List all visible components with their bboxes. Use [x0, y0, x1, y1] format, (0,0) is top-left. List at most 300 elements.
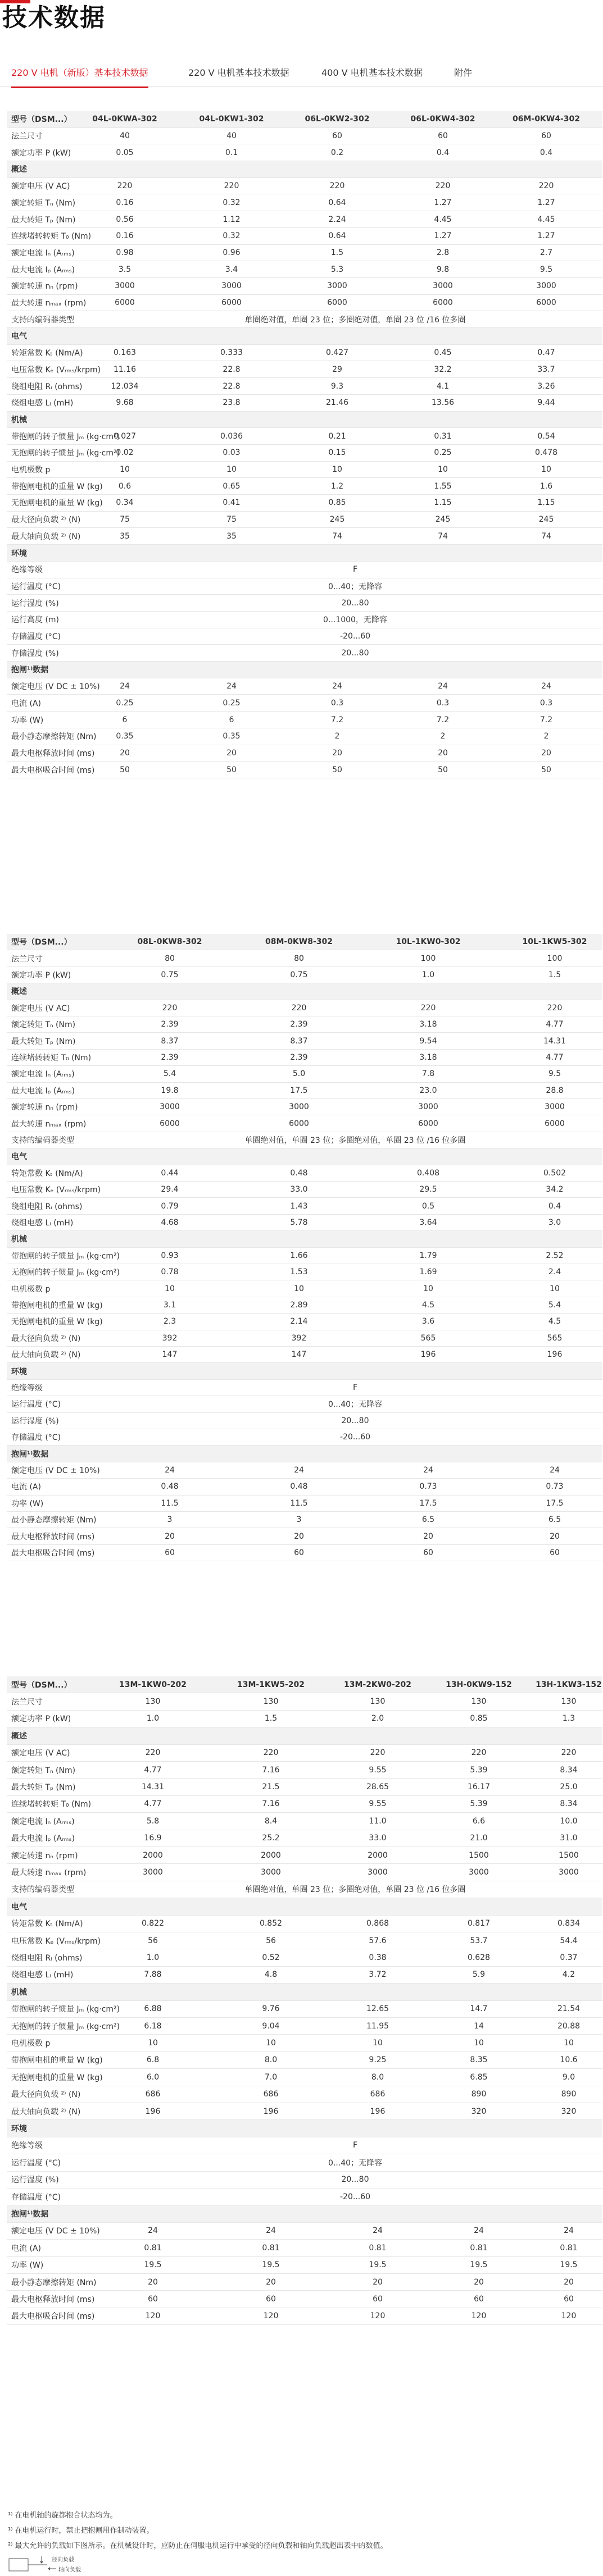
- row-label: 运行湿度 (%): [11, 1416, 59, 1426]
- row-label: 机械: [11, 1987, 27, 1997]
- table-cell: 21.54: [557, 2004, 581, 2014]
- row-label: 环境: [11, 2124, 27, 2134]
- table-cell: 24: [266, 2226, 276, 2236]
- table-cell: 0.93: [161, 1251, 179, 1260]
- table-row: [7, 1745, 602, 1762]
- row-label: 无抱闸电机的重量 W (kg): [11, 499, 103, 508]
- table-cell: 10: [423, 1284, 433, 1293]
- table-cell: 6000: [289, 1119, 309, 1128]
- table-cell: 6: [229, 715, 234, 724]
- table-cell: 6.6: [472, 1816, 486, 1826]
- row-label: 额定转矩 Tₙ (Nm): [11, 1020, 76, 1030]
- footnotes: [8, 2508, 592, 2554]
- table-cell: 1.55: [434, 481, 452, 491]
- row-label: 转矩常数 Kₜ (Nm/A): [11, 1169, 83, 1178]
- table-cell: 8.35: [470, 2055, 488, 2065]
- table-row: [7, 1479, 602, 1495]
- table-cell: 60: [294, 1548, 304, 1557]
- table-cell: 8.37: [290, 1036, 308, 1046]
- row-label: 最大电枢吸合时间 (ms): [11, 765, 95, 775]
- table-cell: 4.45: [537, 215, 555, 224]
- table-cell: 2.89: [290, 1300, 308, 1310]
- table-cell: 6.5: [548, 1515, 561, 1525]
- table-row: [7, 1462, 602, 1479]
- table-cell: 7.2: [539, 715, 553, 724]
- model-column-header: 10L-1KW5-302: [522, 937, 587, 947]
- model-column-header: 13M-2KW0-202: [343, 1680, 412, 1689]
- spanning-cell: 0...40；无降容: [328, 2158, 383, 2168]
- table-row: [7, 478, 602, 495]
- table-cell: 0.817: [467, 1919, 491, 1928]
- model-column-header: 06L-0KW4-302: [410, 115, 475, 124]
- table-cell: 0.64: [328, 198, 346, 207]
- tab-220v[interactable]: 220 V 电机基本技术数据: [188, 67, 289, 78]
- radial-load-label: 径向负载: [52, 2557, 74, 2563]
- table-cell: 11.95: [366, 2021, 389, 2031]
- row-label: 绕组电阻 Rᵢ (ohms): [11, 1202, 83, 1211]
- row-label: 概述: [11, 1731, 27, 1741]
- table-cell: 50: [541, 765, 551, 774]
- table-row: [7, 1165, 602, 1182]
- table-row: [7, 967, 602, 983]
- table-cell: 2: [543, 732, 549, 741]
- table-cell: 6000: [160, 1119, 180, 1128]
- spanning-cell: -20...60: [339, 1433, 371, 1442]
- table-cell: 60: [474, 2295, 484, 2304]
- row-label: 环境: [11, 549, 27, 558]
- table-cell: 3000: [221, 281, 242, 291]
- table-cell: 0.834: [557, 1919, 581, 1928]
- table-cell: 3.72: [369, 1970, 387, 1980]
- table-cell: 2.0: [371, 1714, 384, 1724]
- row-label: 额定电压 (V AC): [11, 1749, 70, 1758]
- table-cell: 24: [294, 1465, 304, 1475]
- section-header-row: [7, 1898, 602, 1915]
- table-cell: 0.79: [161, 1201, 179, 1211]
- spanning-cell: 0...1000，无降容: [323, 615, 387, 625]
- table-row: [7, 1330, 602, 1347]
- table-cell: 0.15: [328, 448, 346, 458]
- table-cell: 0.78: [161, 1268, 179, 1277]
- table-cell: 1.12: [223, 215, 241, 224]
- table-cell: 29: [332, 364, 342, 374]
- table-cell: 74: [438, 531, 448, 541]
- table-cell: 0.52: [262, 1953, 280, 1963]
- table-cell: 20: [541, 748, 551, 758]
- table-cell: 0.4: [539, 148, 553, 157]
- table-row: [7, 2035, 602, 2051]
- table-cell: 24: [373, 2226, 383, 2236]
- model-column-header: 13M-1KW5-202: [237, 1680, 305, 1689]
- table-cell: 6.8: [146, 2055, 160, 2065]
- model-column-header: 06M-0KW4-302: [512, 115, 581, 124]
- table-cell: 3000: [469, 1868, 489, 1877]
- table-cell: 54.4: [560, 1936, 578, 1945]
- table-row: [7, 2018, 602, 2035]
- row-label: 无抱闸的转子惯量 Jₘ (kg·cm²): [11, 2022, 120, 2031]
- table-cell: 21.0: [470, 1834, 488, 1843]
- table-cell: 20: [226, 748, 237, 758]
- table-row: [7, 728, 602, 745]
- table-row: [7, 495, 602, 512]
- table-cell: 1.53: [290, 1268, 308, 1277]
- table-cell: 5.39: [470, 1799, 488, 1809]
- row-label: 抱闸¹⁾数据: [11, 665, 49, 675]
- table-row: [7, 2240, 602, 2256]
- table-cell: 6000: [433, 298, 453, 308]
- table-cell: 6.5: [421, 1515, 435, 1525]
- table-cell: 0.3: [330, 698, 344, 708]
- table-cell: 196: [547, 1350, 563, 1360]
- tab-220v-new[interactable]: 220 V 电机（新版）基本技术数据: [11, 62, 148, 88]
- table-row: [7, 2001, 602, 2018]
- table-row: [7, 2052, 602, 2069]
- table-cell: 3000: [289, 1102, 309, 1112]
- table-cell: 17.5: [290, 1086, 308, 1095]
- table-cell: 1.27: [434, 198, 452, 207]
- table-cell: 24: [423, 1465, 433, 1475]
- table-cell: 21.5: [262, 1782, 280, 1792]
- row-label: 连续堵转转矩 T₀ (Nm): [11, 1800, 92, 1809]
- table-cell: 60: [148, 2295, 158, 2304]
- tab-accessories[interactable]: 附件: [454, 67, 473, 78]
- table-cell: 0.1: [225, 148, 238, 157]
- table-row: [7, 1496, 602, 1512]
- spanning-cell: F: [352, 2141, 358, 2150]
- table-row: [7, 2137, 602, 2154]
- table-cell: 320: [471, 2107, 487, 2116]
- table-cell: 147: [291, 1350, 307, 1360]
- table-row: [7, 278, 602, 295]
- table-row: [7, 578, 602, 595]
- row-label: 电机极数 p: [11, 2039, 51, 2049]
- table-cell: 10: [550, 1284, 560, 1293]
- table-cell: 4.77: [144, 1799, 162, 1809]
- table-cell: 4.77: [144, 1765, 162, 1775]
- table-cell: 2000: [143, 1850, 163, 1860]
- spanning-cell: F: [352, 1383, 358, 1392]
- table-cell: 10: [564, 2039, 574, 2048]
- row-label: 额定电压 (V DC ± 10%): [11, 1466, 100, 1475]
- table-cell: 392: [162, 1333, 178, 1343]
- table-cell: 6000: [115, 298, 135, 308]
- table-cell: 9.25: [369, 2055, 387, 2065]
- table-cell: 890: [561, 2090, 577, 2099]
- row-label: 最大轴向负载 ²⁾ (N): [11, 2107, 81, 2117]
- table-cell: 57.6: [369, 1936, 387, 1945]
- spanning-cell: 0...40；无降容: [328, 1400, 383, 1410]
- row-label: 转矩常数 Kₜ (Nm/A): [11, 1920, 83, 1929]
- table-cell: 24: [474, 2226, 484, 2236]
- row-label: 运行温度 (°C): [11, 2158, 61, 2168]
- row-label: 额定电流 Iₙ (Aᵣₘₛ): [11, 1817, 75, 1826]
- spanning-cell: 20...80: [341, 598, 369, 608]
- table-cell: 9.5: [548, 1069, 561, 1079]
- row-label: 无抱闸的转子惯量 Jₘ (kg·cm²): [11, 1268, 120, 1278]
- table-cell: 50: [438, 765, 448, 774]
- row-label: 额定功率 P (kW): [11, 148, 71, 158]
- row-label: 绕组电阻 Rᵢ (ohms): [11, 382, 83, 391]
- table-row: [7, 462, 602, 478]
- table-row: [7, 144, 602, 161]
- table-cell: 75: [226, 515, 237, 525]
- table-cell: 3.6: [421, 1317, 435, 1326]
- section-header-row: [7, 983, 602, 1000]
- table-cell: 1.79: [419, 1251, 437, 1260]
- row-label: 绕组电感 Lᵢ (mH): [11, 1971, 74, 1980]
- spanning-cell: F: [352, 565, 358, 575]
- table-cell: 0.54: [537, 431, 555, 441]
- table-row: [7, 1528, 602, 1544]
- row-label: 最大转矩 Tₚ (Nm): [11, 215, 76, 225]
- table-cell: 6000: [327, 298, 347, 308]
- table-cell: 3.4: [225, 265, 238, 274]
- table-cell: 13.56: [431, 398, 455, 408]
- table-row: [7, 1813, 602, 1830]
- table-cell: 53.7: [470, 1936, 488, 1945]
- table-cell: 220: [291, 1003, 307, 1013]
- table-row: [7, 395, 602, 412]
- table-cell: 20: [266, 2277, 276, 2287]
- table-cell: 2.39: [161, 1052, 179, 1062]
- table-row: [7, 445, 602, 462]
- table-cell: 0.81: [144, 2243, 162, 2253]
- row-label: 机械: [11, 1235, 27, 1244]
- row-label: 绝缘等级: [11, 1383, 43, 1393]
- section-header-row: [7, 662, 602, 678]
- table-cell: 0.408: [416, 1168, 440, 1178]
- row-label: 转矩常数 Kₜ (Nm/A): [11, 349, 83, 358]
- row-label: 最大轴向负载 ²⁾ (N): [11, 532, 81, 541]
- row-label: 支持的编码器类型: [11, 1885, 74, 1895]
- table-cell: 0.81: [262, 2243, 280, 2253]
- table-cell: 0.4: [548, 1201, 561, 1211]
- table-row: [7, 2274, 602, 2291]
- table-cell: 220: [162, 1003, 178, 1013]
- table-cell: 17.5: [419, 1498, 437, 1508]
- table-row: [7, 311, 602, 328]
- table-cell: 29.5: [419, 1185, 437, 1194]
- table-cell: 220: [329, 181, 345, 191]
- page-title: 技术数据: [2, 3, 106, 32]
- model-column-header: 13M-1KW0-202: [119, 1680, 187, 1689]
- table-cell: 0.44: [161, 1168, 179, 1178]
- table-cell: 3.18: [419, 1020, 437, 1029]
- table-cell: 0.03: [223, 448, 241, 458]
- table-cell: 1.3: [562, 1714, 575, 1724]
- table-row: [7, 1967, 602, 1984]
- table-row: [7, 950, 602, 966]
- table-cell: 196: [263, 2107, 279, 2116]
- table-cell: 100: [420, 954, 436, 963]
- table-cell: 7.8: [421, 1069, 435, 1079]
- table-row: [7, 745, 602, 762]
- table-cell: 1.43: [290, 1201, 308, 1211]
- row-label: 功率 (W): [11, 715, 44, 725]
- model-column-header: 13H-1KW3-152: [536, 1680, 602, 1689]
- table-cell: 1.6: [539, 481, 553, 491]
- table-cell: 23.0: [419, 1086, 437, 1095]
- table-cell: 5.4: [548, 1300, 561, 1310]
- row-label: 无抱闸电机的重量 W (kg): [11, 1317, 103, 1327]
- row-label: 连续堵转转矩 T₀ (Nm): [11, 1053, 92, 1063]
- table-cell: 20: [165, 1531, 175, 1541]
- table-cell: 2.4: [548, 1268, 561, 1277]
- tab-bar: [0, 62, 603, 87]
- section-header-row: [7, 545, 602, 562]
- table-cell: 7.88: [144, 1970, 162, 1980]
- table-cell: 6: [122, 715, 128, 724]
- table-cell: 220: [471, 1748, 487, 1758]
- table-cell: 14: [474, 2021, 484, 2031]
- table-row: [7, 2189, 602, 2205]
- table-row: [7, 2308, 602, 2325]
- table-cell: 1.0: [146, 1714, 160, 1724]
- spanning-cell: -20...60: [339, 632, 371, 641]
- table-row: [7, 1779, 602, 1795]
- row-label: 最大电枢释放时间 (ms): [11, 2295, 95, 2305]
- row-label: 绕组电感 Lᵢ (mH): [11, 399, 74, 408]
- row-label: 运行湿度 (%): [11, 599, 59, 608]
- row-label: 最小静态摩擦转矩 (Nm): [11, 732, 97, 742]
- table-row: [7, 2154, 602, 2171]
- table-cell: 16.9: [144, 1834, 162, 1843]
- table-cell: 33.7: [537, 364, 555, 374]
- row-label: 运行湿度 (%): [11, 2176, 59, 2185]
- table-row: [7, 1248, 602, 1264]
- table-row: [7, 2069, 602, 2086]
- table-cell: 130: [145, 1697, 161, 1707]
- model-column-header: 04L-0KWA-302: [92, 115, 157, 124]
- row-label: 运行温度 (°C): [11, 582, 61, 591]
- table-row: [7, 211, 602, 228]
- row-label: 带抱闸的转子惯量 Jₘ (kg·cm²): [11, 2005, 120, 2014]
- footnote: ¹⁾ 在电机运行时，禁止把抱闸用作制动装置。: [8, 2527, 154, 2535]
- table-row: [7, 1280, 602, 1297]
- table-cell: 50: [120, 765, 130, 774]
- table-cell: 220: [538, 181, 554, 191]
- table-cell: 19.5: [470, 2260, 488, 2270]
- table-cell: 220: [224, 181, 239, 191]
- table-row: [7, 1512, 602, 1528]
- table-cell: 3000: [545, 1102, 565, 1112]
- table-cell: 0.478: [534, 448, 558, 458]
- row-label: 型号（DSM...）: [11, 938, 72, 947]
- table-cell: 0.85: [328, 498, 346, 508]
- table-cell: 8.37: [161, 1036, 179, 1046]
- table-row: [7, 1545, 602, 1561]
- table-cell: 10: [148, 2039, 158, 2048]
- table-row: [7, 1000, 602, 1016]
- table-cell: 29.4: [161, 1185, 179, 1194]
- table-cell: 20: [564, 2277, 574, 2287]
- table-cell: 220: [435, 181, 451, 191]
- table-cell: 3000: [536, 281, 556, 291]
- table-cell: 56: [148, 1936, 158, 1945]
- table-cell: 0.35: [223, 732, 241, 741]
- row-label: 概述: [11, 165, 27, 175]
- table-cell: 0.81: [369, 2243, 387, 2253]
- table-cell: 9.0: [562, 2072, 575, 2082]
- table-cell: 4.5: [548, 1317, 561, 1326]
- table-cell: 2000: [368, 1850, 388, 1860]
- table-row: [7, 712, 602, 728]
- tab-400v[interactable]: 400 V 电机基本技术数据: [321, 67, 423, 78]
- table-cell: 24: [550, 1465, 560, 1475]
- table-cell: 20: [373, 2277, 383, 2287]
- table-row: [7, 378, 602, 395]
- table-cell: 1.15: [537, 498, 555, 508]
- table-cell: 3: [167, 1515, 173, 1525]
- table-cell: 0.3: [539, 698, 553, 708]
- table-cell: 11.16: [113, 364, 137, 374]
- table-cell: 17.5: [546, 1498, 564, 1508]
- table-cell: 2: [440, 732, 446, 741]
- row-label: 额定转矩 Tₙ (Nm): [11, 198, 76, 208]
- table-cell: 0.32: [223, 231, 241, 241]
- table-cell: 14.31: [543, 1036, 566, 1046]
- axial-arrow-head: [48, 2567, 50, 2570]
- table-cell: 1.0: [421, 970, 435, 979]
- row-label: 额定转矩 Tₙ (Nm): [11, 1766, 76, 1775]
- table-cell: 2.24: [328, 215, 346, 224]
- table-cell: 5.8: [146, 1816, 160, 1826]
- table-cell: 60: [266, 2295, 276, 2304]
- table-cell: 2000: [261, 1850, 281, 1860]
- table-row: [7, 1413, 602, 1429]
- table-cell: 60: [564, 2295, 574, 2304]
- table-cell: 220: [263, 1748, 279, 1758]
- spanning-cell: 单圈绝对值，单圈 23 位；多圈绝对值，单圈 23 位 /16 位多圈: [244, 315, 466, 325]
- table-cell: 1.0: [146, 1953, 160, 1963]
- row-label: 额定转速 nₙ (rpm): [11, 1851, 78, 1861]
- table-row: [7, 1693, 602, 1710]
- table-cell: 10: [165, 1284, 175, 1293]
- table-cell: 11.5: [290, 1498, 308, 1508]
- row-label: 绕组电感 Lᵢ (mH): [11, 1218, 74, 1228]
- table-row: [7, 1711, 602, 1727]
- row-label: 电气: [11, 1152, 27, 1162]
- row-label: 额定功率 P (kW): [11, 1715, 71, 1724]
- table-row: [7, 1132, 602, 1148]
- table-cell: 0.25: [434, 448, 452, 458]
- table-cell: 0.05: [116, 148, 134, 157]
- table-cell: 7.2: [436, 715, 450, 724]
- table-cell: 0.85: [470, 1714, 488, 1724]
- table-cell: 8.0: [264, 2055, 278, 2065]
- table-row: [7, 1830, 602, 1847]
- table-cell: 0.4: [436, 148, 450, 157]
- table-cell: 0.2: [330, 148, 344, 157]
- row-label: 最大转矩 Tₚ (Nm): [11, 1037, 76, 1046]
- table-cell: 33.0: [290, 1185, 308, 1194]
- table-cell: 60: [423, 1548, 433, 1557]
- row-label: 存储温度 (°C): [11, 2192, 61, 2202]
- table-row: [7, 2257, 602, 2274]
- table-cell: 120: [263, 2311, 279, 2321]
- table-cell: 4.1: [436, 381, 450, 391]
- table-cell: 80: [294, 954, 304, 963]
- table-cell: 0.98: [116, 248, 134, 257]
- table-cell: 1.5: [330, 248, 344, 257]
- row-label: 额定转速 nₙ (rpm): [11, 1103, 78, 1113]
- table-row: [7, 245, 602, 262]
- table-cell: 9.76: [262, 2004, 280, 2014]
- table-row: [7, 1115, 602, 1132]
- table-cell: 5.0: [292, 1069, 306, 1079]
- table-cell: 4.45: [434, 215, 452, 224]
- table-cell: 392: [291, 1333, 307, 1343]
